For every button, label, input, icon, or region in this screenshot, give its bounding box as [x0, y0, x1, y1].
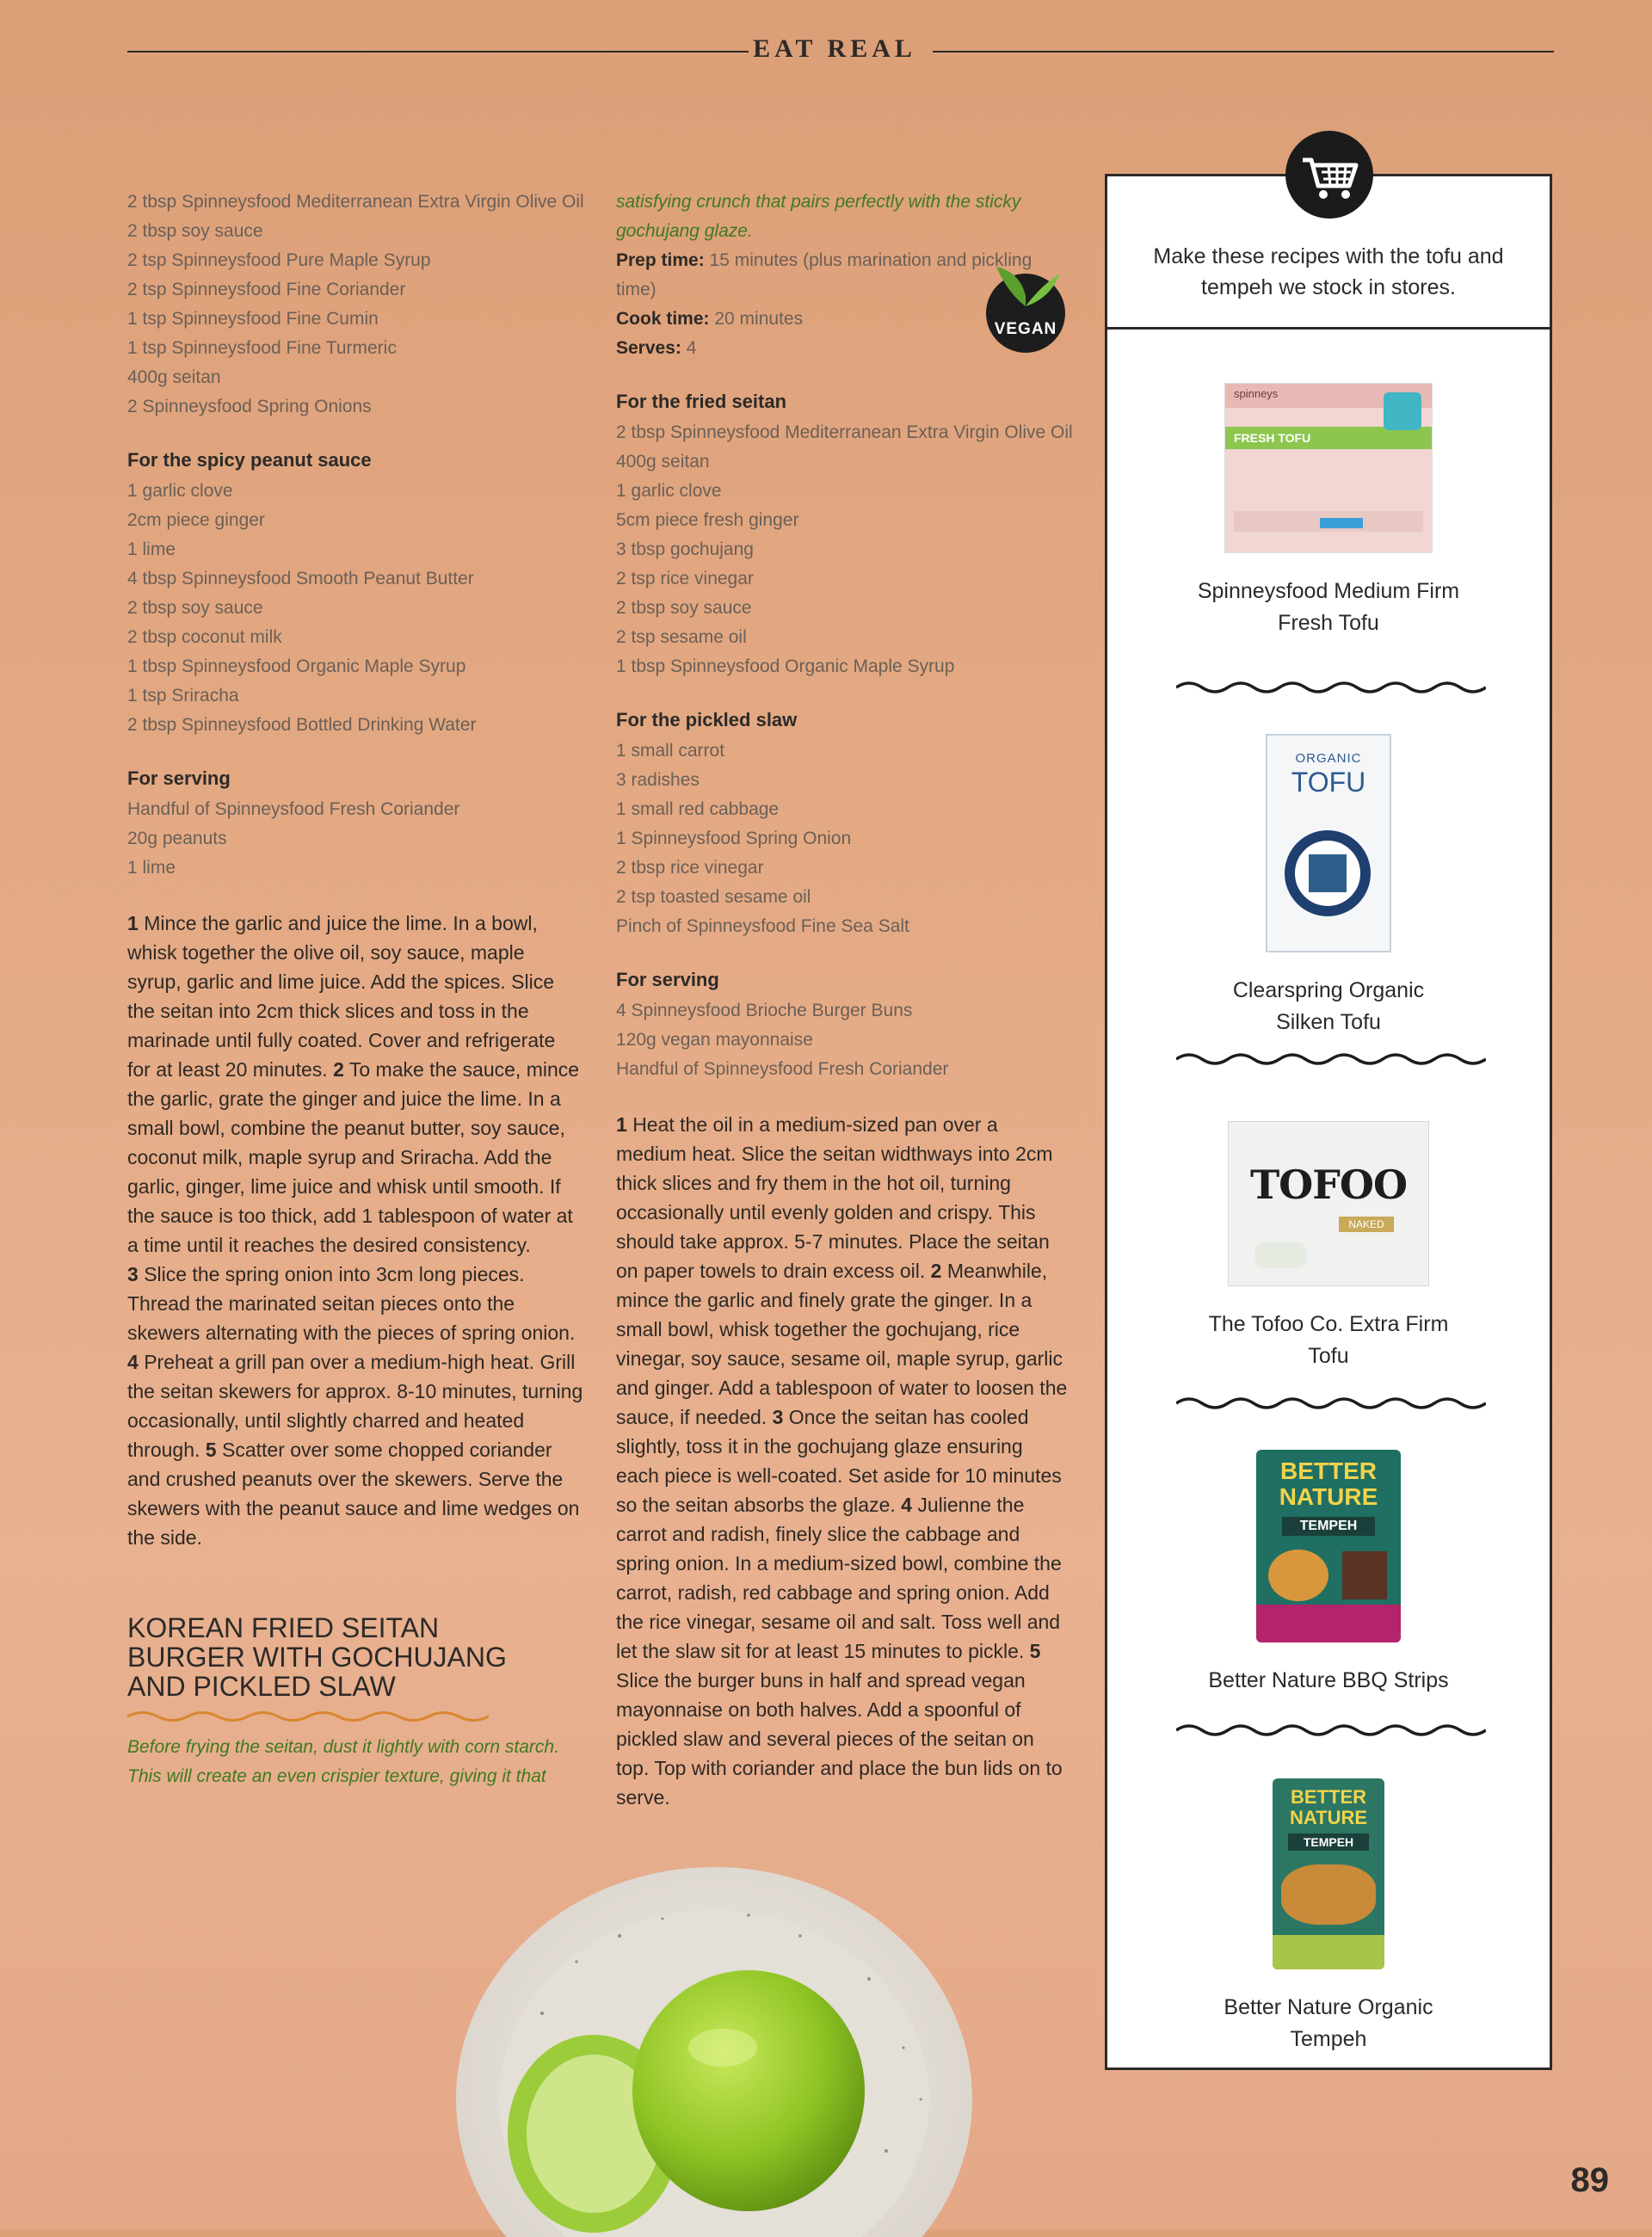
ingredient: 3 tbsp gochujang: [616, 539, 754, 559]
pack-label: TOFU: [1291, 767, 1366, 798]
product-card[interactable]: [1107, 1778, 1550, 2055]
pack-label: BETTER NATURE: [1289, 1786, 1368, 1828]
step-text: Meanwhile, mince the garlic and finely grate the ginger. In a small bowl, whisk together the gochujang, rice vinegar, soy sauce, sesame oil, maple syrup, garlic and ginger. Add a tablespoon of water to loosen the sauce, if needed.: [616, 1260, 1068, 1428]
fried-seitan-ingredients: [616, 418, 1073, 681]
serves-value: 4: [686, 338, 697, 358]
cart-badge: [1285, 131, 1373, 219]
step-text: Mince the garlic and juice the lime. In a bowl, whisk together the olive oil, soy sauce, maple syrup, garlic and lime juice. Add the spices. Slice the seitan into 2cm thick slices and toss in the marinade until fully coated. Cover and refrigerate for at least 20 minutes.: [127, 912, 556, 1081]
recipe-intro-part1: Before frying the seitan, dust it lightly with corn starch. This will create an even crispier texture, giving it that: [127, 1737, 559, 1786]
ingredient: 2 tbsp Spinneysfood Bottled Drinking Water: [127, 715, 477, 735]
step-number: 2: [930, 1260, 942, 1282]
prep-value: 15 minutes (plus marination and pickling time): [616, 250, 1032, 299]
step-number: 1: [616, 1113, 627, 1136]
ingredient: 1 garlic clove: [127, 481, 233, 501]
ingredient: 2 tbsp Spinneysfood Mediterranean Extra Virgin Olive Oil: [616, 422, 1073, 442]
left-column: [127, 188, 583, 1552]
pack-brand: NAKED: [1339, 1217, 1394, 1232]
recipe-intro-part2: satisfying crunch that pairs perfectly with the sticky gochujang glaze.: [616, 192, 1021, 241]
serving-heading: For serving: [616, 969, 719, 990]
ingredient: Handful of Spinneysfood Fresh Coriander: [616, 1059, 949, 1079]
ingredient: 2 tsp Spinneysfood Fine Coriander: [127, 280, 406, 299]
product-name: The Tofoo Co. Extra Firm Tofu: [1208, 1312, 1449, 1368]
step-number: 5: [205, 1439, 217, 1461]
pickled-slaw-heading: For the pickled slaw: [616, 709, 798, 730]
product-name: Spinneysfood Medium Firm Fresh Tofu: [1197, 579, 1460, 635]
stock-panel: [1105, 174, 1552, 2070]
pack-brand: spinneys: [1234, 387, 1279, 400]
ingredient: 1 tsp Spinneysfood Fine Turmeric: [127, 338, 397, 358]
section-title: EAT REAL: [753, 34, 916, 63]
ingredient: 1 small carrot: [616, 741, 725, 761]
step-text: Slice the burger buns in half and spread vegan mayonnaise on both halves. Add a spoonful of pickled slaw and several pieces of the seitan on top. Top with coriander and place the bun lids on to serve.: [616, 1669, 1063, 1809]
step-number: 3: [127, 1263, 139, 1285]
pack-brand: TEMPEH: [1282, 1517, 1375, 1536]
ingredient: 20g peanuts: [127, 829, 227, 848]
pickled-slaw-ingredients: [616, 736, 1070, 941]
ingredient: 2cm piece ginger: [127, 510, 265, 530]
vegan-badge: [986, 274, 1065, 353]
ingredient: 2 tbsp Spinneysfood Mediterranean Extra Virgin Olive Oil: [127, 192, 584, 212]
prep-label: Prep time:: [616, 250, 705, 270]
header-rule-right: [933, 51, 1554, 52]
step-text: Once the seitan has cooled slightly, toss it in the gochujang glaze ensuring each piece is well-coated. Set aside for 10 minutes so the seitan absorbs the glaze.: [616, 1406, 1062, 1516]
ingredient: 1 small red cabbage: [616, 799, 780, 819]
panel-intro: Make these recipes with the tofu and tempeh we stock in stores.: [1153, 244, 1504, 299]
pack-brand: ORGANIC: [1295, 751, 1362, 766]
cook-label: Cook time:: [616, 309, 710, 329]
ingredient: 120g vegan mayonnaise: [616, 1030, 813, 1050]
ingredient: 4 tbsp Spinneysfood Smooth Peanut Butter: [127, 569, 474, 589]
peanut-sauce-ingredients: [127, 477, 583, 740]
peanut-sauce-heading: For the spicy peanut sauce: [127, 449, 372, 471]
step-number: 5: [1029, 1640, 1041, 1662]
wavy-divider: [1176, 679, 1486, 696]
ingredient: 400g seitan: [127, 367, 221, 387]
ingredient: Handful of Spinneysfood Fresh Coriander: [127, 799, 460, 819]
step-number: 4: [901, 1494, 912, 1516]
leaf-icon: [986, 262, 1065, 313]
serving-heading: For serving: [127, 767, 231, 789]
ingredient: 4 Spinneysfood Brioche Burger Buns: [616, 1001, 913, 1020]
pack-label: TOFOO: [1249, 1162, 1408, 1208]
step-number: 2: [333, 1058, 344, 1081]
ingredient: 2 tsp sesame oil: [616, 627, 747, 647]
product-image: [1273, 1778, 1384, 1969]
serves-label: Serves:: [616, 338, 681, 358]
header-rule-left: [127, 51, 749, 52]
fried-seitan-heading: For the fried seitan: [616, 391, 787, 412]
wavy-divider: [1176, 1051, 1486, 1068]
method-text: [616, 1110, 1070, 1812]
product-name: Clearspring Organic Silken Tofu: [1232, 978, 1425, 1034]
step-text: Scatter over some chopped coriander and crushed peanuts over the skewers. Serve the skewers with the peanut sauce and lime wedges on the side.: [127, 1439, 580, 1549]
marinade-ingredients: [127, 188, 583, 422]
vegan-label: VEGAN: [994, 320, 1057, 338]
ingredient: 400g seitan: [616, 452, 710, 471]
product-card[interactable]: [1107, 383, 1550, 639]
step-text: Julienne the carrot and radish, finely slice the cabbage and spring onion. In a medium-sized bowl, combine the carrot, radish, red cabbage and spring onion. Add the rice vinegar, sesame oil and salt. Toss well and let the slaw sit for at least 15 minutes to pickle.: [616, 1494, 1062, 1662]
title-wavy-underline: [127, 1709, 489, 1724]
product-image: [1266, 734, 1391, 952]
product-image: [1228, 1121, 1429, 1286]
ingredient: 2 tsp toasted sesame oil: [616, 887, 811, 907]
step-text: To make the sauce, mince the garlic, grate the ginger and juice the lime. In a small bowl, combine the peanut butter, soy sauce, coconut milk, maple syrup and Sriracha. Add the garlic, ginger, lime juice and whisk until smooth. If the sauce is too thick, add 1 tablespoon of water at a time until it reaches the desired consistency.: [127, 1058, 580, 1256]
ingredient: 2 tbsp rice vinegar: [616, 858, 764, 878]
cook-value: 20 minutes: [714, 309, 804, 329]
shopping-cart-icon: [1285, 131, 1373, 219]
wavy-divider: [1176, 1395, 1486, 1412]
ingredient: 1 garlic clove: [616, 481, 722, 501]
ingredient: 2 tbsp soy sauce: [127, 221, 263, 241]
ingredient: 1 tbsp Spinneysfood Organic Maple Syrup: [616, 656, 955, 676]
pack-brand: TEMPEH: [1288, 1833, 1369, 1851]
step-number: 4: [127, 1351, 139, 1373]
recipe-title-line: BURGER WITH GOCHUJANG: [127, 1642, 507, 1673]
ingredient: 2 tsp rice vinegar: [616, 569, 754, 589]
pack-label: BETTER NATURE: [1279, 1457, 1378, 1510]
product-name: Better Nature BBQ Strips: [1208, 1668, 1449, 1692]
step-number: 3: [772, 1406, 784, 1428]
ingredient: 2 tsp Spinneysfood Pure Maple Syrup: [127, 250, 431, 270]
ingredient: 2 tbsp soy sauce: [127, 598, 263, 618]
ingredient: 5cm piece fresh ginger: [616, 510, 799, 530]
middle-column: [616, 188, 1073, 1812]
ingredient: 1 Spinneysfood Spring Onion: [616, 829, 852, 848]
ingredient: 2 tbsp soy sauce: [616, 598, 752, 618]
ingredient: 2 tbsp coconut milk: [127, 627, 282, 647]
lime-bowl-photo: [439, 1841, 989, 2237]
product-card[interactable]: [1107, 1450, 1550, 1697]
product-card[interactable]: [1107, 734, 1550, 1038]
ingredient: 1 tsp Sriracha: [127, 686, 239, 706]
ingredient: 1 tsp Spinneysfood Fine Cumin: [127, 309, 379, 329]
ingredient: 2 Spinneysfood Spring Onions: [127, 397, 372, 416]
serving-ingredients: [127, 795, 583, 883]
product-image: [1224, 383, 1433, 553]
product-card[interactable]: [1107, 1121, 1550, 1372]
ingredient: 1 lime: [127, 858, 176, 878]
ingredient: 1 tbsp Spinneysfood Organic Maple Syrup: [127, 656, 466, 676]
recipe-title: [127, 1613, 575, 1701]
step-text: Slice the spring onion into 3cm long pieces. Thread the marinated seitan pieces onto the skewers alternating with the pieces of spring onion.: [127, 1263, 576, 1344]
ingredient: 1 lime: [127, 539, 176, 559]
ingredient: 3 radishes: [616, 770, 700, 790]
wavy-divider: [1176, 1722, 1486, 1739]
step-number: 1: [127, 912, 139, 934]
recipe-title-line: AND PICKLED SLAW: [127, 1671, 396, 1702]
panel-divider: [1107, 327, 1550, 330]
pack-label: FRESH TOFU: [1225, 427, 1432, 449]
step-text: Preheat a grill pan over a medium-high heat. Grill the seitan skewers for approx. 8-10 minutes, turning occasionally, until slightly charred and heated through.: [127, 1351, 583, 1461]
page-number: 89: [1570, 2161, 1609, 2199]
method-text: [127, 909, 583, 1552]
recipe-title-line: KOREAN FRIED SEITAN: [127, 1612, 440, 1643]
step-text: Heat the oil in a medium-sized pan over a medium heat. Slice the seitan widthways into 2cm thick slices and fry them in the hot oil, turning occasionally until evenly golden and crispy. This should take approx. 5-7 minutes. Place the seitan on paper towels to drain excess oil.: [616, 1113, 1053, 1282]
ingredient: Pinch of Spinneysfood Fine Sea Salt: [616, 916, 909, 936]
serving-ingredients: [616, 996, 1070, 1084]
product-image: [1256, 1450, 1401, 1642]
product-name: Better Nature Organic Tempeh: [1224, 1995, 1433, 2051]
